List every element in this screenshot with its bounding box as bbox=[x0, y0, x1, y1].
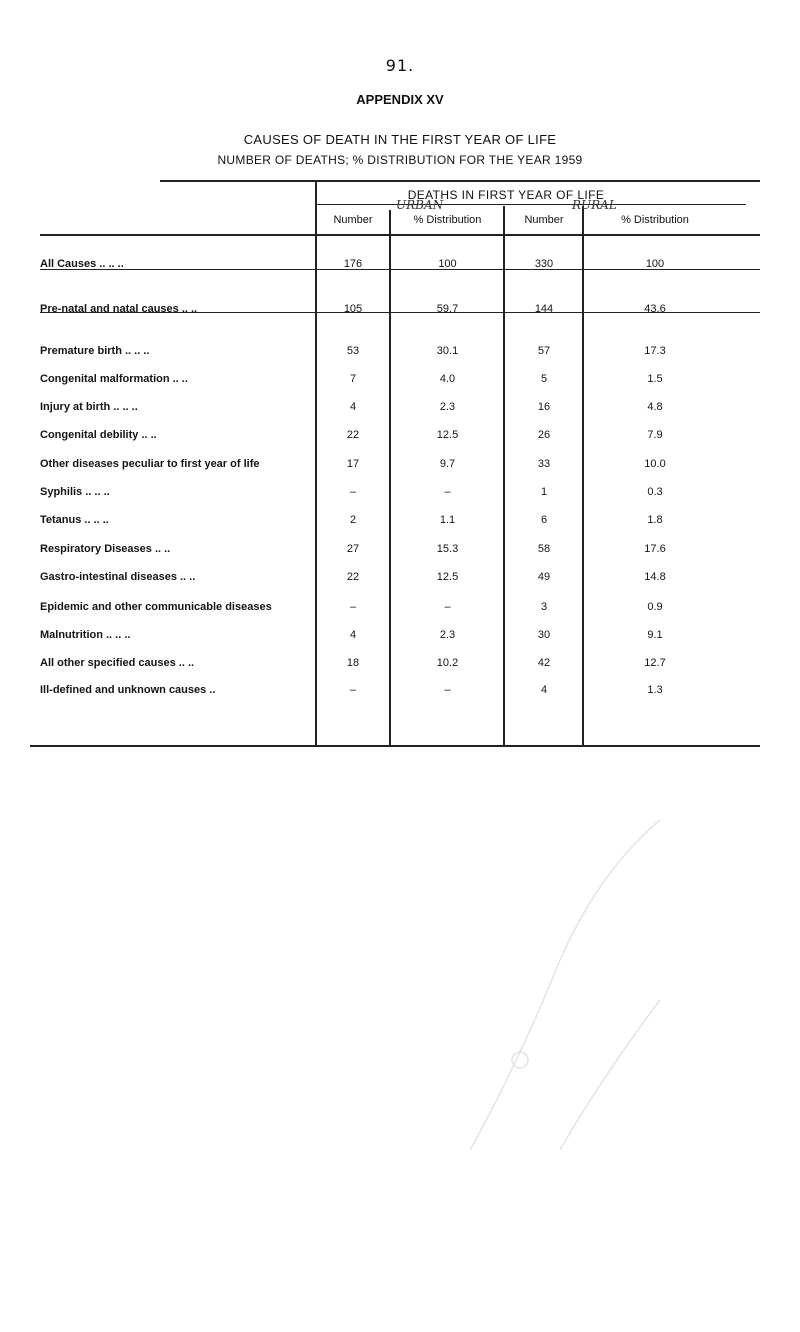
table-cell: 30 bbox=[537, 629, 551, 641]
row-label: All Causes .. .. .. bbox=[40, 258, 124, 270]
table-cell: 42 bbox=[537, 657, 551, 669]
table-cell: 12.5 bbox=[436, 429, 459, 441]
table-cell: 330 bbox=[534, 258, 554, 270]
table-title-line-1: CAUSES OF DEATH IN THE FIRST YEAR OF LIFE bbox=[243, 132, 557, 147]
table-cell: – bbox=[444, 684, 451, 696]
row-label: All other specified causes .. .. bbox=[40, 657, 195, 669]
table-title-line-2: NUMBER OF DEATHS; % DISTRIBUTION FOR THE YEAR 1959 bbox=[217, 153, 583, 167]
table-cell: 59.7 bbox=[436, 303, 459, 315]
table-cell: 100 bbox=[645, 258, 665, 270]
table-cell: 22 bbox=[346, 429, 360, 441]
table-cell: 100 bbox=[438, 258, 457, 270]
table-cell: 12.5 bbox=[436, 571, 459, 583]
table-cell: 9.7 bbox=[439, 458, 456, 470]
table-cell: 9.1 bbox=[647, 629, 663, 641]
table-cell: 33 bbox=[537, 458, 551, 470]
table-cell: 105 bbox=[343, 303, 363, 315]
table-cell: 27 bbox=[346, 543, 360, 555]
table-cell: 5 bbox=[540, 373, 548, 385]
col-header-urban-number: Number bbox=[333, 214, 373, 226]
table-cell: 53 bbox=[346, 345, 360, 357]
table-cell: – bbox=[349, 486, 357, 498]
table-cell: 43.6 bbox=[644, 303, 666, 315]
table-cell: 7 bbox=[349, 373, 357, 385]
handwritten-rural: RURAL bbox=[572, 198, 617, 212]
table-cell: 4 bbox=[349, 401, 357, 413]
table-cell: 2.3 bbox=[439, 629, 456, 641]
table-cell: – bbox=[349, 601, 357, 613]
table-cell: 0.9 bbox=[647, 601, 663, 613]
table-cell: 17 bbox=[346, 458, 360, 470]
row-label: Ill-defined and unknown causes .. bbox=[40, 684, 216, 696]
table-cell: 12.7 bbox=[644, 657, 666, 669]
row-label: Other diseases peculiar to first year of life bbox=[40, 458, 260, 470]
row-label: Respiratory Diseases .. .. bbox=[40, 543, 171, 555]
handwritten-urban: URBAN bbox=[396, 198, 444, 212]
table-cell: 1.5 bbox=[647, 373, 663, 385]
table-cell: 30.1 bbox=[436, 345, 459, 357]
table-cell: 1.8 bbox=[647, 514, 663, 526]
col-header-rural-number: Number bbox=[524, 214, 564, 226]
table-cell: 22 bbox=[346, 571, 360, 583]
col-header-urban-distribution: % Distribution bbox=[413, 214, 482, 226]
table-cell: 17.3 bbox=[644, 345, 666, 357]
row-label: Epidemic and other communicable diseases bbox=[40, 601, 272, 613]
group-header: DEATHS IN FIRST YEAR OF LIFE bbox=[407, 188, 605, 202]
table-cell: 10.0 bbox=[644, 458, 666, 470]
row-label: Congenital debility .. .. bbox=[40, 429, 157, 441]
table-cell: 1 bbox=[540, 486, 548, 498]
table-cell: 10.2 bbox=[436, 657, 459, 669]
table-cell: 1.3 bbox=[647, 684, 663, 696]
table-cell: – bbox=[444, 601, 451, 613]
row-label: Injury at birth .. .. .. bbox=[40, 401, 138, 413]
table-cell: 49 bbox=[537, 571, 551, 583]
table-cell: 18 bbox=[346, 657, 360, 669]
table-cell: 2 bbox=[349, 514, 357, 526]
table-cell: 4.0 bbox=[439, 373, 456, 385]
row-label: Congenital malformation .. .. bbox=[40, 373, 188, 385]
table-cell: 17.6 bbox=[644, 543, 666, 555]
row-label: Tetanus .. .. .. bbox=[40, 514, 109, 526]
table-cell: 3 bbox=[540, 601, 548, 613]
row-label: Pre-natal and natal causes .. .. bbox=[40, 303, 198, 315]
table-cell: 2.3 bbox=[439, 401, 456, 413]
table-cell: 4 bbox=[540, 684, 548, 696]
row-label: Syphilis .. .. .. bbox=[40, 486, 110, 498]
col-header-rural-distribution: % Distribution bbox=[621, 214, 689, 226]
page-number: 91. bbox=[385, 56, 415, 75]
table-cell: 26 bbox=[537, 429, 551, 441]
row-label: Gastro-intestinal diseases .. .. bbox=[40, 571, 196, 583]
table-cell: 15.3 bbox=[436, 543, 459, 555]
table-cell: 4.8 bbox=[647, 401, 663, 413]
appendix-title: APPENDIX XV bbox=[356, 92, 444, 107]
row-label: Malnutrition .. .. .. bbox=[40, 629, 131, 641]
table-cell: – bbox=[444, 486, 451, 498]
table-cell: 16 bbox=[537, 401, 551, 413]
table-cell: 7.9 bbox=[647, 429, 663, 441]
table-cell: 1.1 bbox=[439, 514, 456, 526]
table-cell: 176 bbox=[343, 258, 363, 270]
table-cell: 58 bbox=[537, 543, 551, 555]
table-cell: 0.3 bbox=[647, 486, 663, 498]
table-cell: 6 bbox=[540, 514, 548, 526]
row-label: Premature birth .. .. .. bbox=[40, 345, 150, 357]
table-cell: 144 bbox=[534, 303, 554, 315]
table-cell: 4 bbox=[349, 629, 357, 641]
table-cell: 14.8 bbox=[644, 571, 666, 583]
table-cell: – bbox=[349, 684, 357, 696]
table-cell: 57 bbox=[537, 345, 551, 357]
